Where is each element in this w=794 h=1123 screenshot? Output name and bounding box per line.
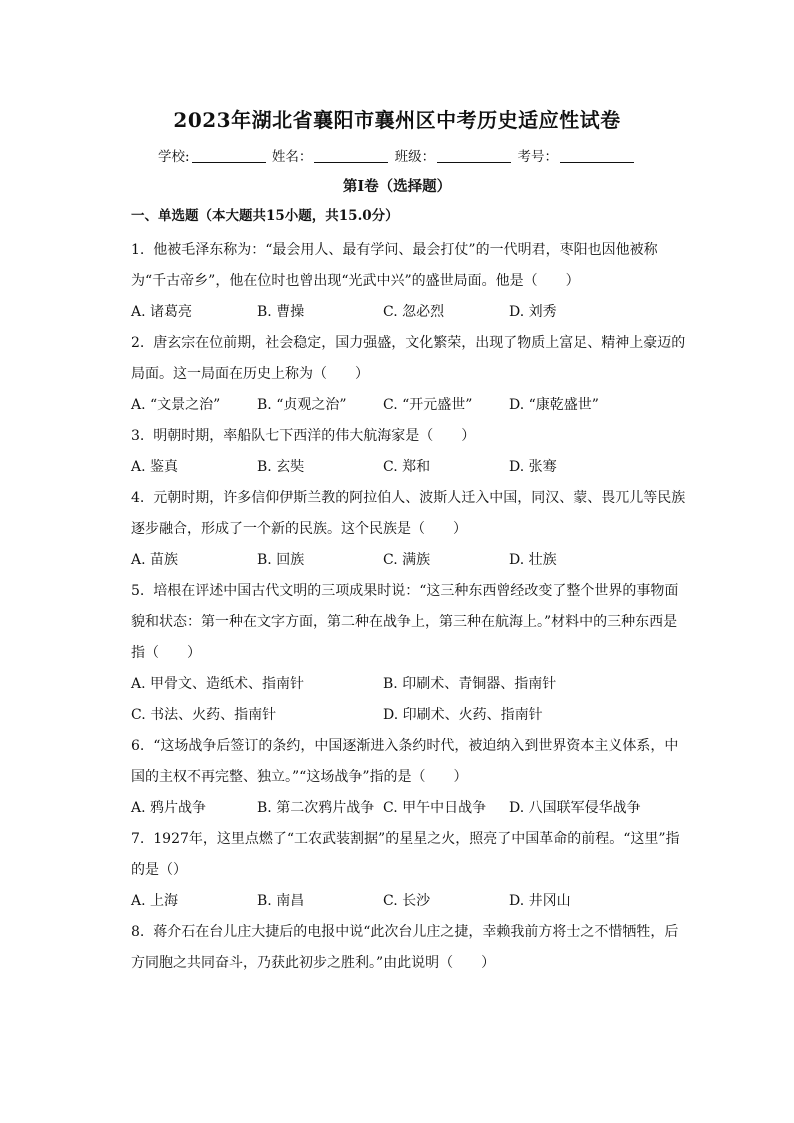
option-b: B. 南昌 xyxy=(257,893,305,909)
section-title: 第I卷（选择题） xyxy=(342,178,452,195)
school-blank xyxy=(192,162,266,163)
question-4 xyxy=(131,483,691,576)
option-b: B. 回族 xyxy=(257,552,305,568)
options-row xyxy=(131,793,691,824)
option-c: C. 书法、火药、指南针 xyxy=(131,707,277,723)
class-blank xyxy=(437,162,511,163)
question-text: 6. “这场战争后签订的条约，中国逐渐进入条约时代，被迫纳入到世界资本主义体系，中国的主权不再完整、独立。”“这场战争”指的是（ ） xyxy=(131,738,679,785)
option-a: A. 甲骨文、造纸术、指南针 xyxy=(131,676,305,692)
question-text: 4. 元朝时期，许多信仰伊斯兰教的阿拉伯人、波斯人迁入中国，同汉、蒙、畏兀儿等民族逐步融合，形成了一个新的民族。这个民族是（ ） xyxy=(131,490,686,537)
option-b: B. 曹操 xyxy=(257,304,305,320)
question-5 xyxy=(131,576,691,731)
options-row xyxy=(131,390,691,421)
option-a: A. “文景之治” xyxy=(131,397,221,413)
question-2 xyxy=(131,328,691,421)
student-info-line xyxy=(0,145,794,165)
name-label: 姓名： xyxy=(271,149,313,165)
option-d: D. 壮族 xyxy=(509,552,557,568)
question-3 xyxy=(131,421,691,483)
options-row xyxy=(131,297,691,328)
option-d: D. 印刷术、火药、指南针 xyxy=(383,707,543,723)
question-text: 7. 1927年，这里点燃了“工农武装割据”的星星之火，照亮了中国革命的前程。“这里”指的是（） xyxy=(131,831,680,878)
option-d: D. 刘秀 xyxy=(509,304,557,320)
question-1 xyxy=(131,235,691,328)
option-b: B. 第二次鸦片战争 xyxy=(257,800,375,816)
option-c: C. 郑和 xyxy=(383,459,431,475)
option-d: D. 张骞 xyxy=(509,459,557,475)
option-d: D. “康乾盛世” xyxy=(509,397,599,413)
option-b: B. 印刷术、青铜器、指南针 xyxy=(383,676,557,692)
options-row xyxy=(131,545,691,576)
options-row xyxy=(131,669,691,700)
option-a: A. 鸦片战争 xyxy=(131,800,207,816)
option-c: C. 甲午中日战争 xyxy=(383,800,487,816)
option-b: B. 玄奘 xyxy=(257,459,305,475)
question-7 xyxy=(131,824,691,917)
option-d: D. 八国联军侵华战争 xyxy=(509,800,641,816)
part-heading: 一、单选题（本大题共15小题，共15.0分） xyxy=(131,208,399,224)
exam-number-blank xyxy=(560,162,634,163)
options-row xyxy=(131,452,691,483)
question-text: 1. 他被毛泽东称为：“最会用人、最有学问、最会打仗”的一代明君，枣阳也因他被称为“千古帝乡”，他在位时也曾出现“光武中兴”的盛世局面。他是（ ） xyxy=(131,242,658,289)
option-c: C. 忽必烈 xyxy=(383,304,445,320)
class-label: 班级： xyxy=(394,149,436,165)
question-text: 2. 唐玄宗在位前期，社会稳定，国力强盛，文化繁荣，出现了物质上富足、精神上豪迈的局面。这一局面在历史上称为（ ） xyxy=(131,335,686,382)
school-label: 学校: xyxy=(158,149,190,165)
question-list xyxy=(131,205,691,979)
option-a: A. 上海 xyxy=(131,893,179,909)
question-8 xyxy=(131,917,691,979)
option-c: C. 长沙 xyxy=(383,893,431,909)
exam-number-label: 考号： xyxy=(517,149,558,165)
question-text: 3. 明朝时期，率船队七下西洋的伟大航海家是（ ） xyxy=(131,428,476,444)
option-a: A. 诸葛亮 xyxy=(131,304,193,320)
option-a: A. 鉴真 xyxy=(131,459,179,475)
option-c: C. 满族 xyxy=(383,552,431,568)
question-6 xyxy=(131,731,691,824)
options-row xyxy=(131,700,691,731)
options-row xyxy=(131,886,691,917)
name-blank xyxy=(314,162,388,163)
page-title: 2023年湖北省襄阳市襄州区中考历史适应性试卷 xyxy=(173,108,621,132)
option-d: D. 井冈山 xyxy=(509,893,571,909)
question-text: 5. 培根在评述中国古代文明的三项成果时说：“这三种东西曾经改变了整个世界的事物面貌和状态：第一种在文字方面，第二种在战争上，第三种在航海上。”材料中的三种东西是指（ ） xyxy=(131,583,679,661)
question-text: 8. 蒋介石在台儿庄大捷后的电报中说“此次台儿庄之捷，幸赖我前方将士之不惜牺牲，后方同胞之共同奋斗，乃获此初步之胜利。”由此说明（ ） xyxy=(131,924,679,971)
option-b: B. “贞观之治” xyxy=(257,397,347,413)
option-a: A. 苗族 xyxy=(131,552,179,568)
option-c: C. “开元盛世” xyxy=(383,397,473,413)
